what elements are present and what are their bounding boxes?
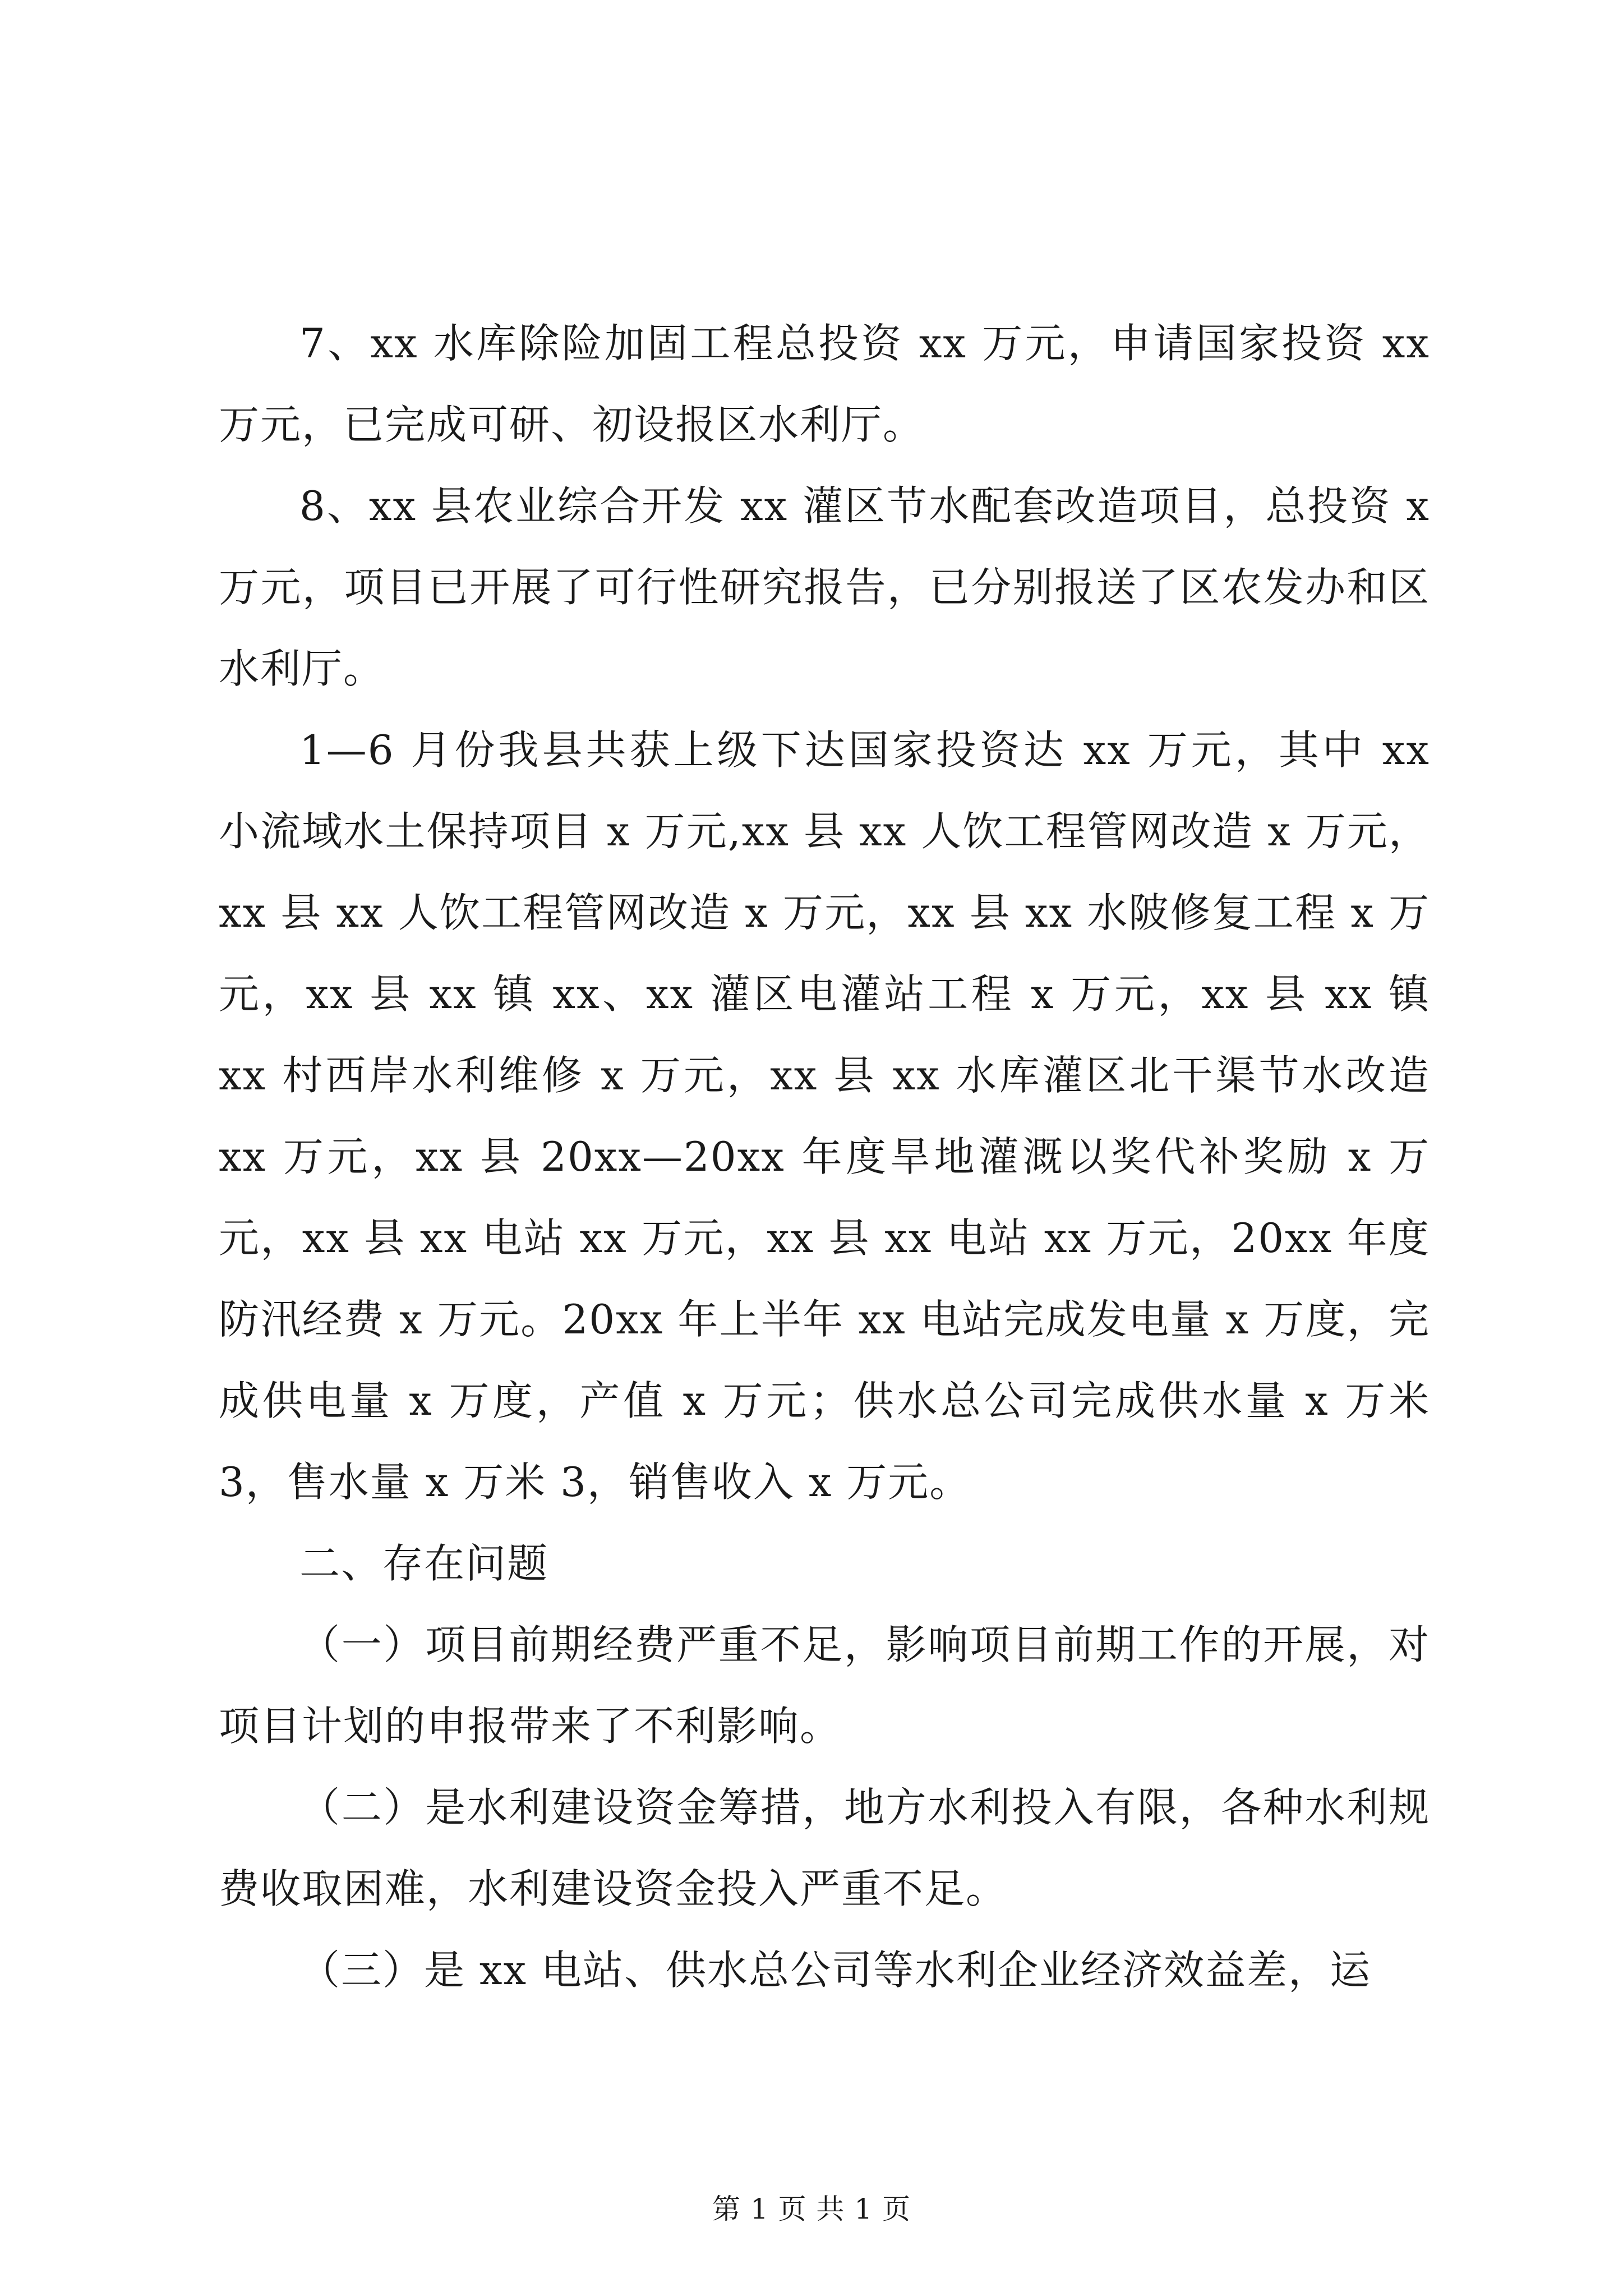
paragraph-problem-2: （二）是水利建设资金筹措，地方水利投入有限，各种水利规费收取困难，水利建设资金投入严重不足。 <box>219 1784 1430 1912</box>
paragraph-investment-summary: 1—6 月份我县共获上级下达国家投资达 xx 万元，其中 xx 小流域水土保持项目 x 万元,xx 县 xx 人饮工程管网改造 x 万元，xx 县 xx 人饮工程管网改造 x 万元，xx 县 xx 水陂修复工程 x 万元，xx 县 xx 镇 xx、xx 灌区电灌站工程 x 万元，xx 县 xx 镇 xx 村西岸水利维修 x 万元，xx 县 xx 水库灌区北干渠节水改造 xx 万元，xx 县 20xx—20xx 年度旱地灌溉以奖代补奖励 x 万元，xx 县 xx 电站 xx 万元，xx 县 xx 电站 xx 万元，20xx 年度防汛经费 x 万元。20xx 年上半年 xx 电站完成发电量 x 万度，完成供电量 x 万度，产值 x 万元；供水总公司完成供水量 x 万米 3，售水量 x 万米 3，销售收入 x 万元。 <box>219 726 1430 1506</box>
document-body <box>219 303 1430 2011</box>
paragraph-problem-1: （一）项目前期经费严重不足，影响项目前期工作的开展，对项目计划的申报带来了不利影响。 <box>219 1621 1430 1750</box>
paragraph-problem-3: （三）是 xx 电站、供水总公司等水利企业经济效益差，运 <box>299 1947 1371 1994</box>
page-footer: 第 1 页 共 1 页 <box>712 2193 911 2225</box>
paragraph-item-8: 8、xx 县农业综合开发 xx 灌区节水配套改造项目，总投资 x 万元，项目已开展了可行性研究报告，已分别报送了区农发办和区水利厅。 <box>219 482 1430 692</box>
section-heading-problems: 二、存在问题 <box>299 1540 549 1587</box>
paragraph-item-7: 7、xx 水库除险加固工程总投资 xx 万元，申请国家投资 xx 万元，已完成可研、初设报区水利厅。 <box>219 320 1430 448</box>
